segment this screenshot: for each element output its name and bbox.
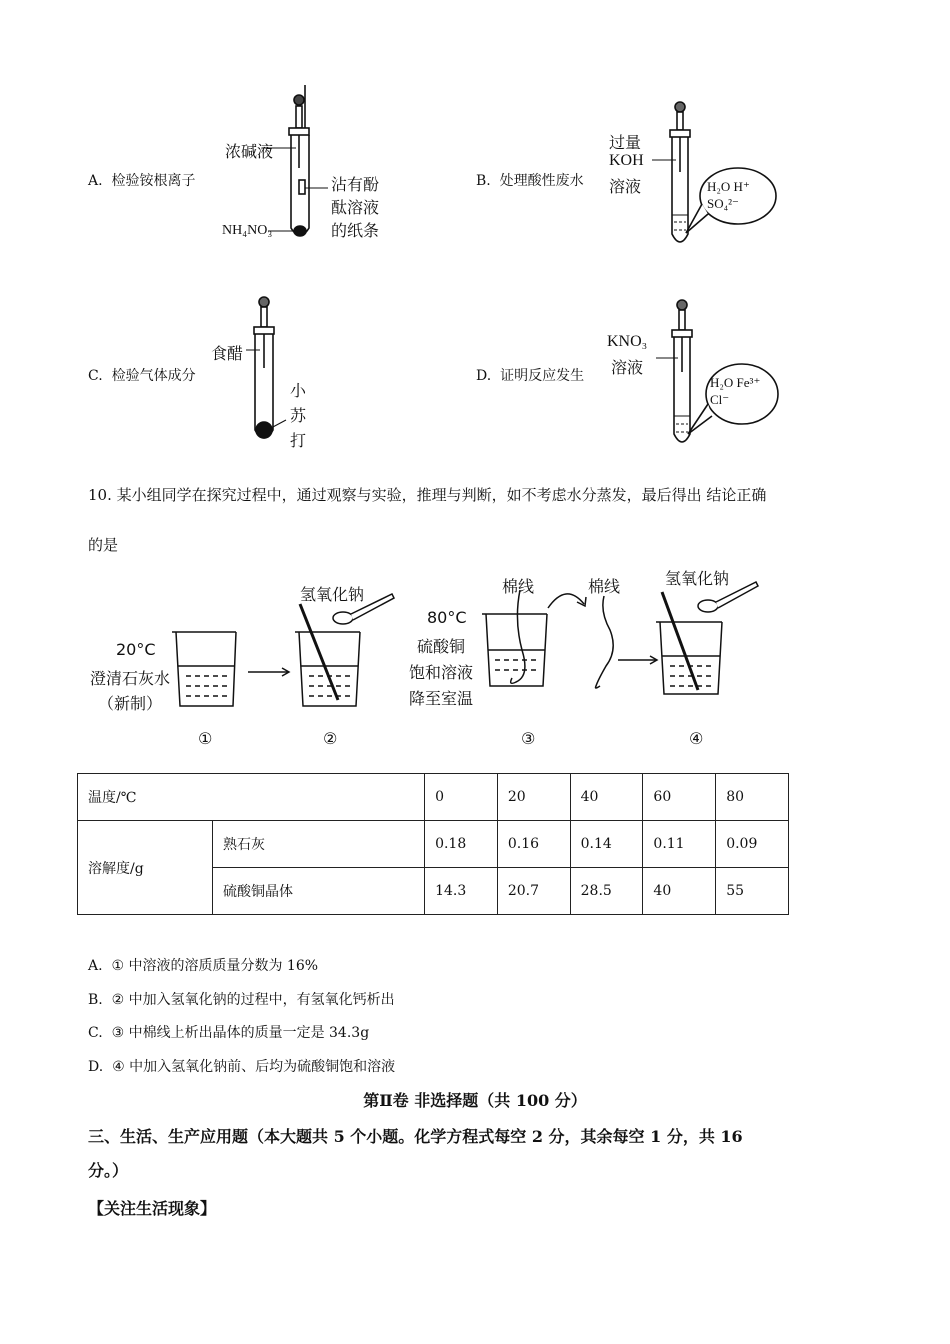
- fig-a-paper-label-1: 沾有酚: [331, 175, 380, 194]
- fig-a-paper-label-2: 酞溶液: [331, 198, 380, 217]
- solubility-table: [77, 773, 789, 915]
- fig-d-reagent-2: 溶液: [611, 358, 644, 377]
- subsection-heading: 【关注生活现象】: [88, 1199, 217, 1218]
- table-cell: 28.5: [570, 868, 643, 915]
- fig-c-solid-2: 苏: [290, 406, 307, 425]
- beaker3-temp: 80°C: [427, 608, 467, 627]
- fig-d-reagent-1: KNO₃: [607, 333, 648, 350]
- section-3-heading-line-1: 三、生活、生产应用题（本大题共 5 个小题。化学方程式每空 2 分，其余每空 1 分，共 16: [88, 1127, 743, 1146]
- q9-option-b: B. 处理酸性废水: [476, 173, 584, 189]
- fig-b-reagent-1: 过量: [609, 133, 642, 152]
- fig-c-solid-1: 小: [290, 381, 307, 400]
- q10-option-b: B. ② 中加入氢氧化钠的过程中，有氢氧化钙析出: [88, 992, 395, 1008]
- table-cell: 0.14: [570, 821, 643, 868]
- fig-a-paper-label-3: 的纸条: [331, 221, 380, 240]
- table-cell: 14.3: [425, 868, 498, 915]
- q9-option-d: D. 证明反应发生: [476, 368, 585, 384]
- fig-c-reagent-label: 食醋: [211, 344, 244, 363]
- part-2-title: 第Ⅱ卷 非选择题（共 100 分）: [363, 1091, 587, 1110]
- q10-option-d: D. ④ 中加入氢氧化钠前、后均为硫酸铜饱和溶液: [88, 1059, 396, 1075]
- figure-c-apparatus: [246, 297, 286, 438]
- fig-c-solid-3: 打: [290, 431, 307, 450]
- table-cell: 0.16: [497, 821, 570, 868]
- table-row: [78, 821, 789, 868]
- fig-d-bubble-ions: H₂O Fe³⁺ Cl⁻: [710, 375, 761, 407]
- q10-stem-line-1: 10. 某小组同学在探究过程中，通过观察与实验，推理与判断，如不考虑水分蒸发，最后得出 结论正确: [88, 486, 767, 504]
- section-3-heading-line-2: 分。）: [88, 1161, 129, 1180]
- temp-header-cell: 温度/℃: [78, 774, 425, 821]
- fig-b-bubble-ions: H₂O H⁺ SO₄²⁻: [707, 179, 750, 211]
- step-label-2: ②: [323, 729, 338, 748]
- table-cell: 40: [643, 868, 716, 915]
- beaker3-line1: 硫酸铜: [417, 637, 466, 656]
- step-label-3: ③: [521, 729, 536, 748]
- table-cell: 55: [716, 868, 789, 915]
- substance-name-cell: 熟石灰: [213, 821, 425, 868]
- fig-b-reagent-3: 溶液: [609, 177, 642, 196]
- q9-option-c: C. 检验气体成分: [88, 368, 196, 384]
- fig-a-reagent-label: 浓碱液: [225, 142, 274, 161]
- beaker4-naoh-label: 氢氧化钠: [665, 569, 730, 588]
- table-cell: 0.18: [425, 821, 498, 868]
- table-cell: 80: [716, 774, 789, 821]
- q10-option-a: A. ① 中溶液的溶质质量分数为 16%: [88, 958, 319, 974]
- fig-b-reagent-2: KOH: [609, 152, 644, 169]
- table-cell: 0: [425, 774, 498, 821]
- q9-option-a: A. 检验铵根离子: [88, 173, 196, 189]
- beaker1-note: （新制）: [98, 694, 163, 713]
- thread-label: 棉线: [588, 577, 621, 596]
- substance-name-cell: 硫酸铜晶体: [213, 868, 425, 915]
- table-cell: 0.09: [716, 821, 789, 868]
- step-label-4: ④: [689, 729, 704, 748]
- figure-d-apparatus: [656, 300, 778, 442]
- beaker1-name: 澄清石灰水: [90, 669, 171, 688]
- table-cell: 0.11: [643, 821, 716, 868]
- fig-a-solid-label: NH₄NO₃: [222, 223, 273, 238]
- beaker2-naoh-label: 氢氧化钠: [300, 585, 365, 604]
- figure-b-apparatus: [652, 102, 776, 242]
- beaker3-line3: 降至室温: [409, 689, 474, 708]
- q10-option-c: C. ③ 中棉线上析出晶体的质量一定是 34.3g: [88, 1025, 370, 1041]
- table-cell: 20.7: [497, 868, 570, 915]
- table-cell: 40: [570, 774, 643, 821]
- q10-stem-line-2: 的是: [88, 536, 119, 554]
- table-cell: 20: [497, 774, 570, 821]
- beaker3-line2: 饱和溶液: [409, 663, 474, 682]
- table-cell: 60: [643, 774, 716, 821]
- beaker3-thread-label: 棉线: [502, 577, 535, 596]
- solubility-header-cell: 溶解度/g: [78, 821, 213, 915]
- table-row: [78, 774, 789, 821]
- step-label-1: ①: [198, 729, 213, 748]
- beaker1-temp: 20°C: [116, 640, 156, 659]
